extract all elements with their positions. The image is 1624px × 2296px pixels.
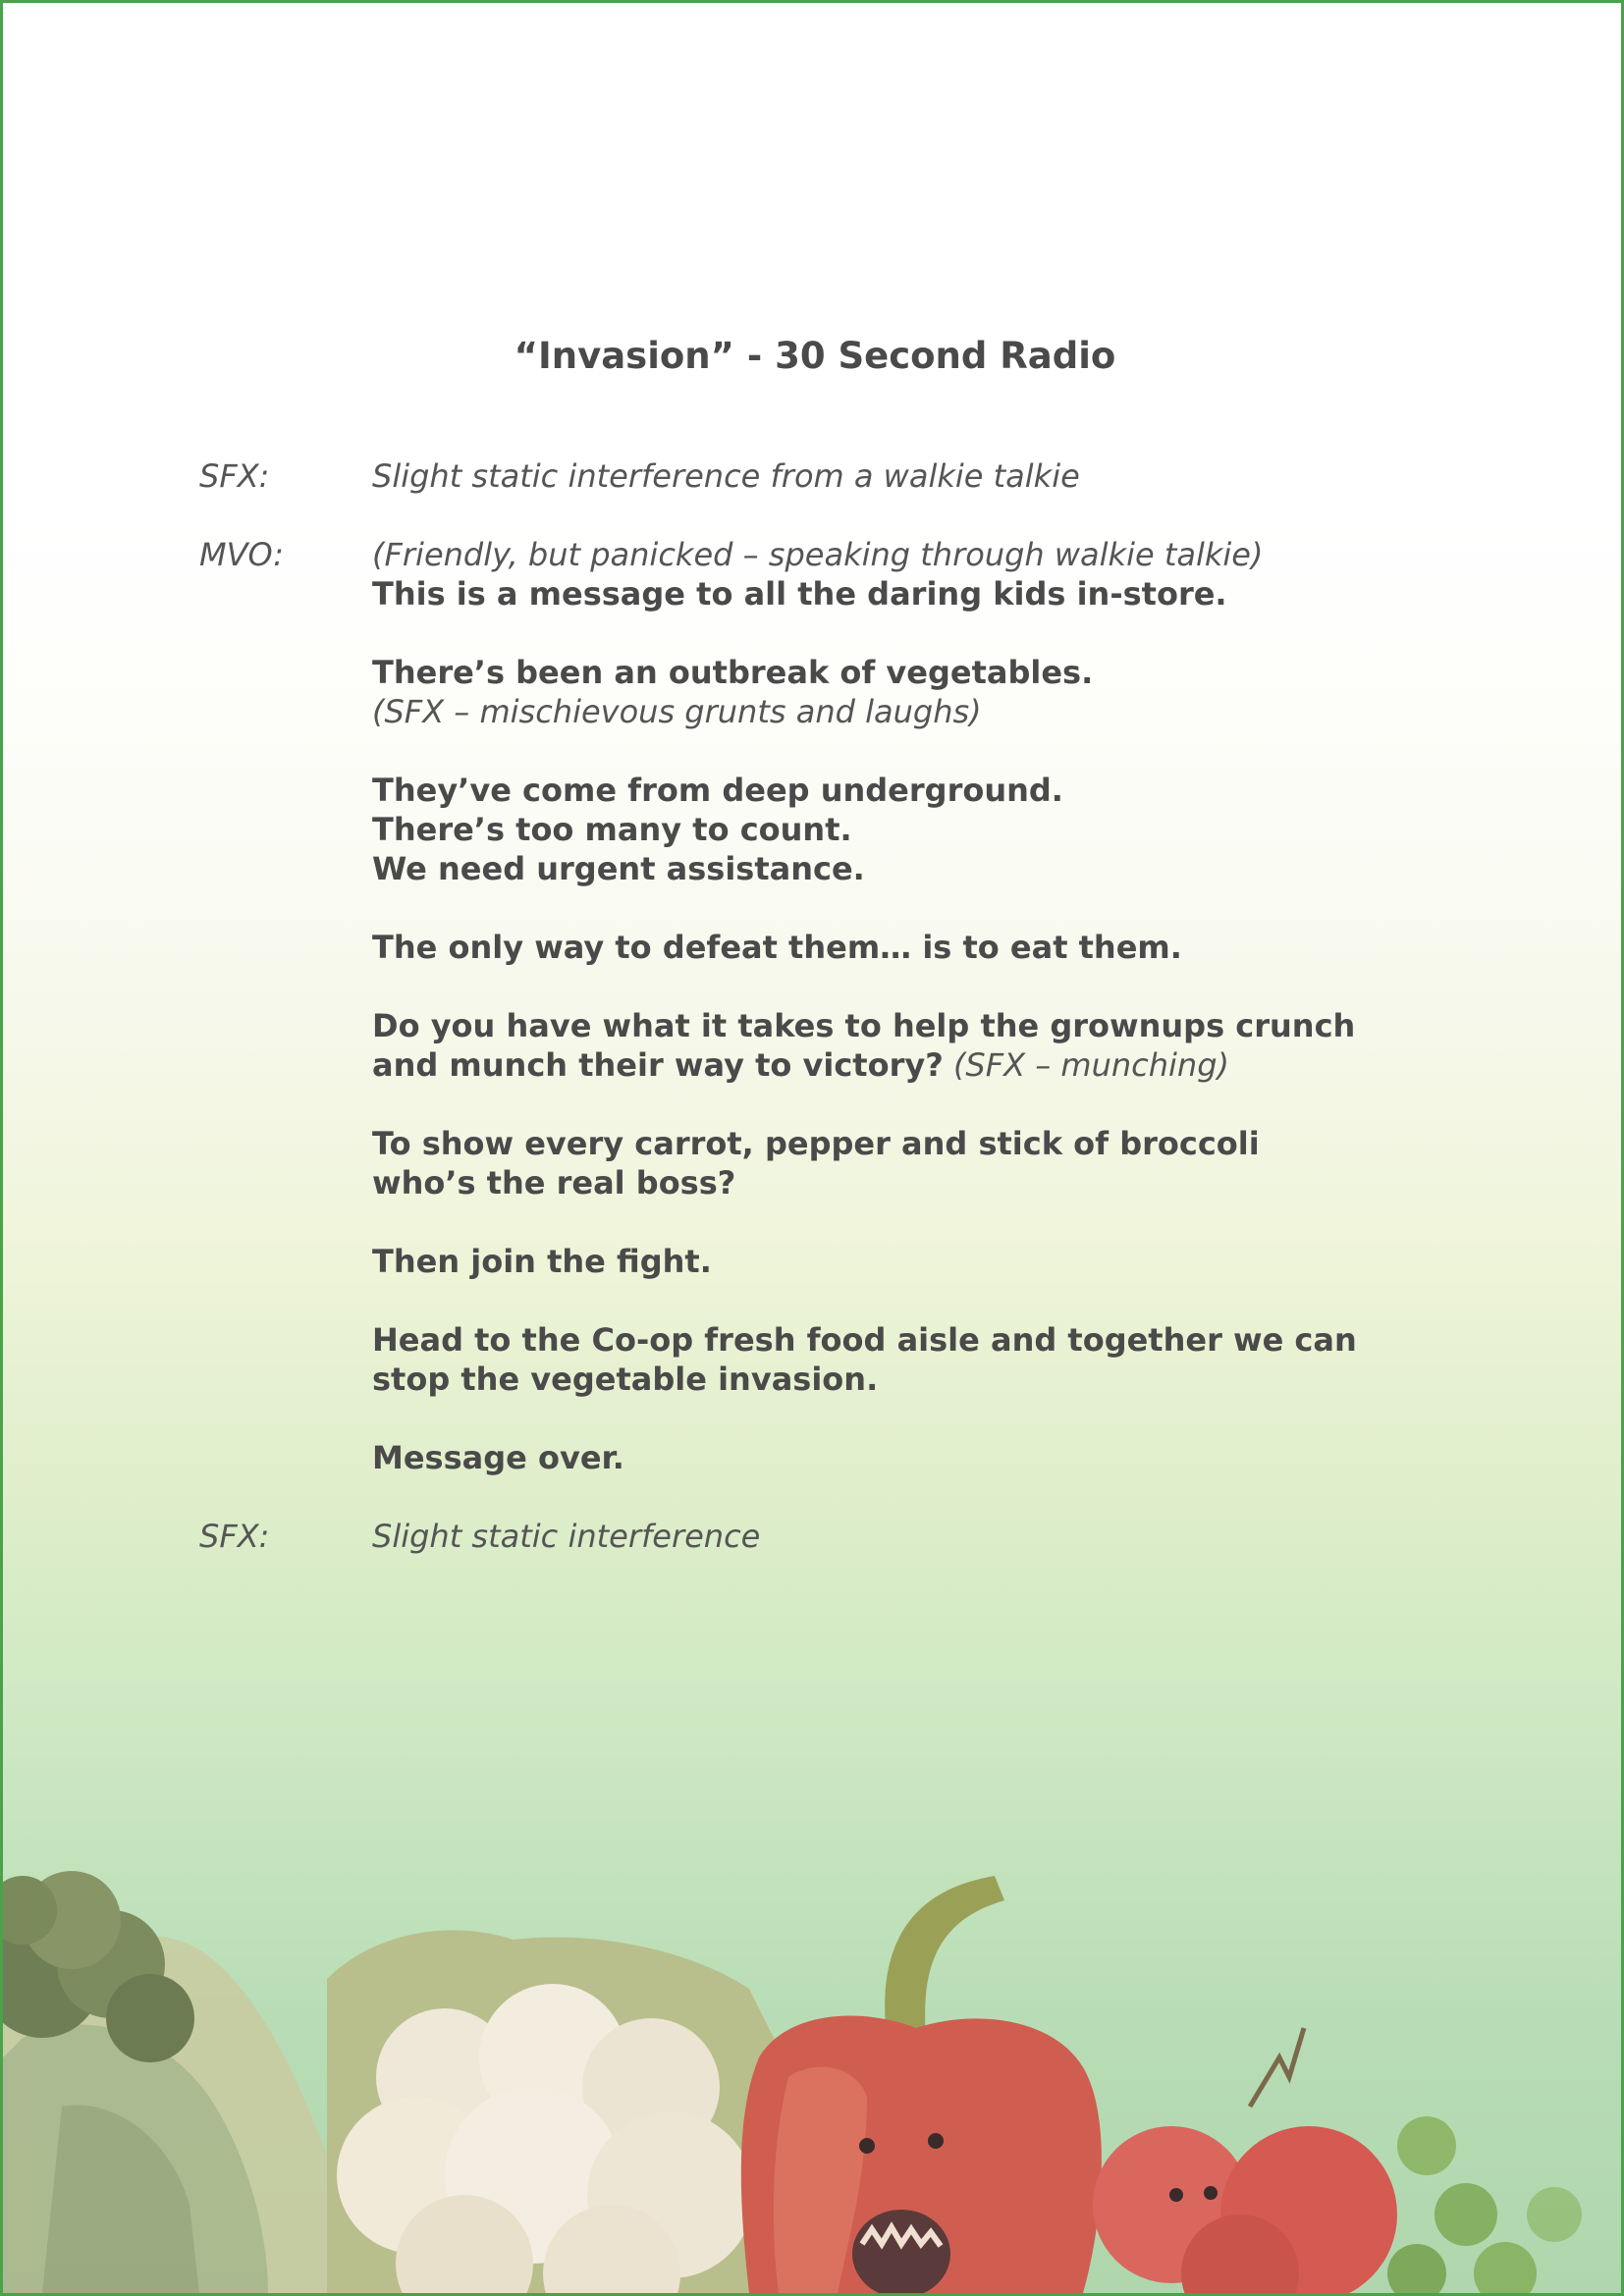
sfx-cue: (SFX – mischievous grunts and laughs) — [372, 693, 982, 730]
script-line: They’ve come from deep underground. — [372, 772, 1063, 809]
script-line: We need urgent assistance. — [372, 850, 865, 887]
speaker-label: SFX: — [199, 457, 270, 495]
vegetables-illustration — [3, 1783, 1624, 2293]
script-line: The only way to defeat them… is to eat them. — [372, 929, 1182, 966]
tomato-icon — [1093, 2028, 1397, 2293]
pepper-icon — [741, 1876, 1102, 2293]
script-row-mvo — [199, 535, 1378, 1477]
script-line: Then join the fight. — [372, 1243, 712, 1280]
script-line: There’s too many to count. — [372, 811, 852, 848]
speaker-label: SFX: — [199, 1518, 270, 1555]
script-line-mixed — [372, 1045, 1378, 1085]
sfx-description: Slight static interference from a walkie talkie — [372, 457, 1080, 495]
script-line: who’s the real boss? — [372, 1164, 736, 1201]
script-line: There’s been an outbreak of vegetables. — [372, 654, 1094, 691]
script-row-sfx-intro — [199, 456, 1378, 496]
peas-icon — [1387, 2116, 1582, 2293]
sfx-cue: (SFX – munching) — [952, 1046, 1229, 1084]
script-row-sfx-outro — [199, 1517, 1378, 1556]
stage-direction: (Friendly, but panicked – speaking through walkie talkie) — [372, 536, 1264, 573]
page-title: “Invasion” - 30 Second Radio — [514, 335, 1116, 377]
script-line: To show every carrot, pepper and stick of broccoli — [372, 1125, 1260, 1162]
speaker-label: MVO: — [199, 536, 285, 573]
script-line: Head to the Co-op fresh food aisle and together we can — [372, 1321, 1357, 1359]
script-line: Message over. — [372, 1439, 624, 1476]
mvo-lines — [372, 535, 1378, 1477]
sfx-description: Slight static interference — [372, 1518, 761, 1555]
script-line: Do you have what it takes to help the grownups crunch — [372, 1007, 1356, 1044]
script-line: stop the vegetable invasion. — [372, 1361, 879, 1398]
script-line: and munch their way to victory? — [372, 1046, 944, 1084]
radio-script — [199, 456, 1378, 1556]
script-line: This is a message to all the daring kids in-store. — [372, 575, 1227, 613]
